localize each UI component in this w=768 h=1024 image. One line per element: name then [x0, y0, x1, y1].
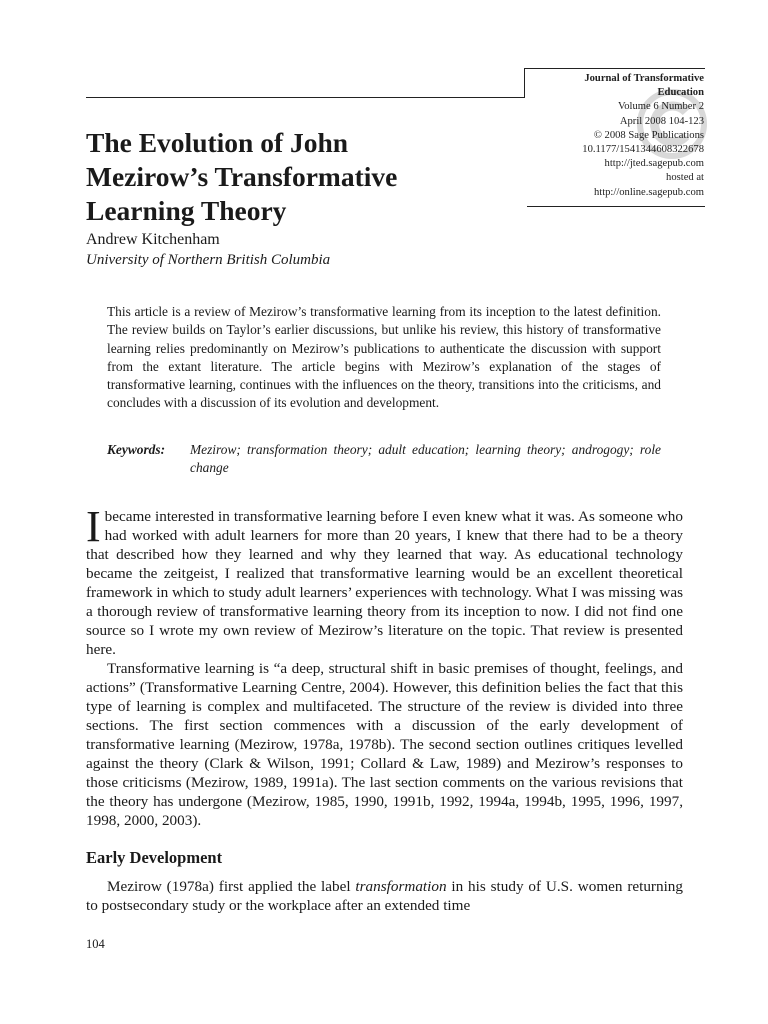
journal-name-cont: Education [657, 87, 704, 99]
header-rule [86, 97, 524, 98]
journal-box-bottom-rule [527, 206, 705, 207]
paragraph-1 [86, 502, 683, 659]
author-affiliation: University of Northern British Columbia [86, 252, 331, 268]
journal-box-top-rule [524, 68, 705, 69]
journal-date-pages: April 2008 104-123 [619, 115, 704, 127]
keywords-text: Mezirow; transformation theory; adult education; learning theory; androgogy; role change [190, 442, 661, 476]
keywords-label: Keywords: [107, 442, 166, 457]
abstract: This article is a review of Mezirow’s transformative learning from its inception to the latest definition. The review builds on Taylor’s earlier discussions, but unlike his review, this history of transformative learning relies predominantly on Mezirow’s publications to authenticate the discussion with support from the extant literature. The article begins with Mezirow’s explanation of the stages of transformative learning, continues with the influences on the theory, transitions into the criticisms, and concludes with a discussion of its evolution and development. [107, 304, 661, 411]
journal-name: Journal of Transformative [584, 73, 704, 84]
drop-cap: I [86, 502, 101, 551]
body-text [86, 502, 683, 830]
paragraph-3-italic: transformation [355, 878, 447, 895]
journal-volume: Volume 6 Number 2 [617, 101, 704, 113]
section-heading: Early Development [86, 848, 223, 867]
paragraph-3-start: Mezirow (1978a) first applied the label [107, 878, 356, 895]
article-title [86, 126, 506, 228]
article-title-line: Learning Theory [86, 195, 287, 226]
journal-url: http://jted.sagepub.com [604, 158, 704, 170]
journal-copyright: © 2008 Sage Publications [593, 129, 704, 141]
journal-hosted-at: hosted at [666, 172, 704, 184]
paragraph-3-end: in his study of U.S. women returning to postsecondary study or the workplace after an extended time [86, 878, 683, 914]
article-title-line: Mezirow’s Transformative [86, 161, 398, 192]
paragraph-1-text: became interested in transformative learning before I even knew what it was. As someone who had worked with adult learners for more than 20 years, I knew that there had to be a theory that described how they learned and why they learned that way. As educational technology became the zeitgeist, I realized that transformative learning would be an excellent theoretical framework in which to study adult learners’ experiences with technology. What I was missing was a thorough review of transformative learning theory from its inception to now. I did not find one source so I wrote my own review of Mezirow’s literature on the topic. That review is presented here. [86, 508, 683, 658]
keywords [107, 441, 661, 478]
paragraph-2: Transformative learning is “a deep, structural shift in basic premises of thought, feelings, and actions” (Transformative Learning Centre, 2004). However, this definition belies the fact that this type of learning is complex and multifaceted. The structure of the review is divided into three sections. The first section commences with a discussion of the early development of transformative learning (Mezirow, 1978a, 1978b). The second section outlines critiques levelled against the theory (Clark & Wilson, 1991; Collard & Law, 1989) and Mezirow’s responses to those criticisms (Mezirow, 1989, 1991a). The last section comments on the various revisions that the theory has undergone (Mezirow, 1985, 1990, 1991b, 1992, 1994a, 1994b, 1995, 1996, 1997, 1998, 2000, 2003). [86, 660, 683, 829]
journal-info-block [520, 72, 704, 200]
author-name: Andrew Kitchenham [86, 231, 220, 248]
page-number: 104 [86, 937, 105, 951]
journal-host-url: http://online.sagepub.com [593, 186, 704, 198]
article-title-line: The Evolution of John [86, 127, 349, 158]
journal-doi: 10.1177/1541344608322678 [582, 144, 704, 156]
paragraph-3 [86, 877, 683, 915]
